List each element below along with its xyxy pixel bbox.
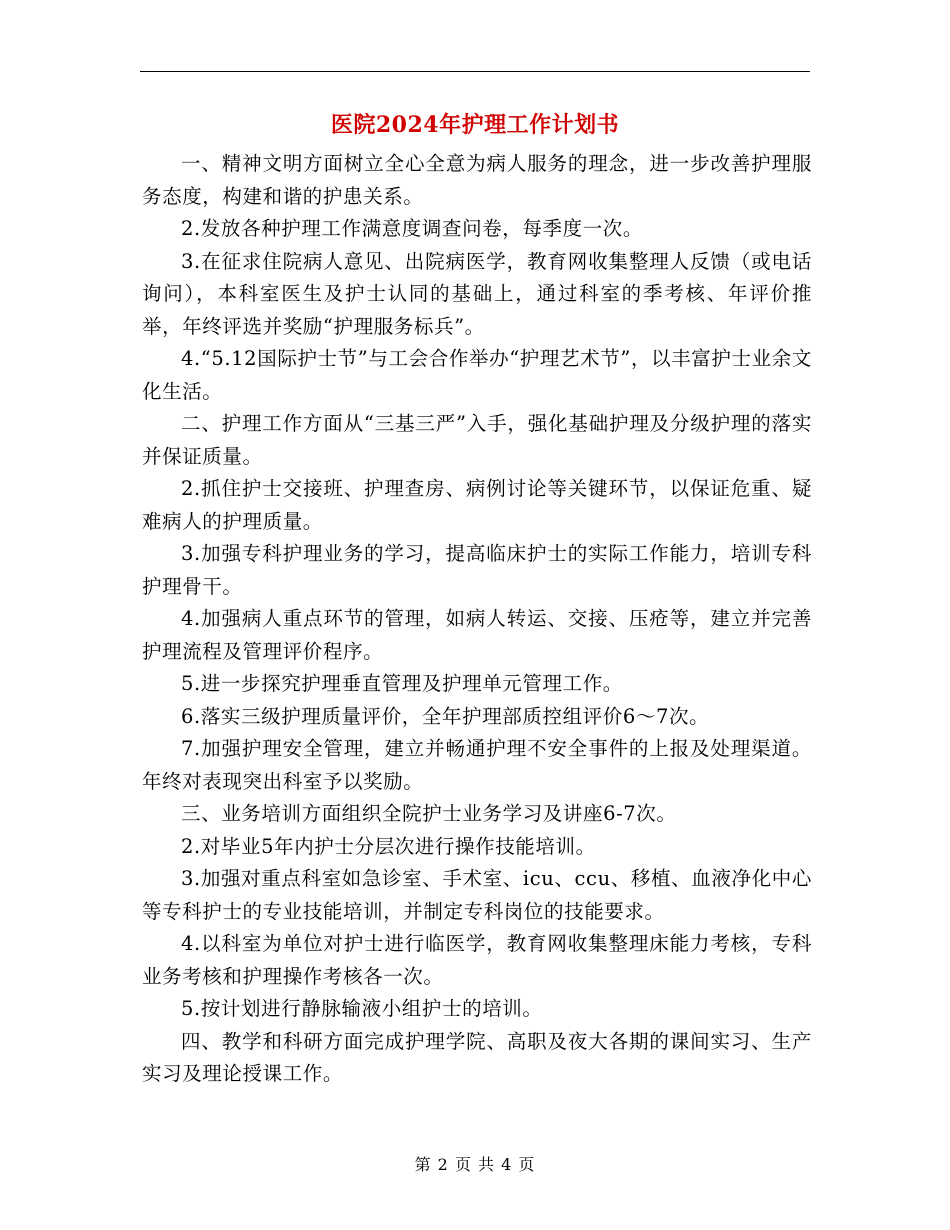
paragraph: 二、护理工作方面从“三基三严”入手，强化基础护理及分级护理的落实并保证质量。 [142,412,812,468]
paragraph: 3.加强专科护理业务的学习，提高临床护士的实际工作能力，培训专科护理骨干。 [142,542,812,598]
paragraph: 5.按计划进行静脉输液小组护士的培训。 [181,997,543,1020]
paragraph: 2.发放各种护理工作满意度调查问卷，每季度一次。 [181,217,644,240]
document-body [142,148,812,1091]
paragraph: 4.加强病人重点环节的管理，如病人转运、交接、压疮等，建立并完善护理流程及管理评价程序。 [142,607,812,663]
paragraph: 四、教学和科研方面完成护理学院、高职及夜大各期的课间实习、生产实习及理论授课工作。 [142,1029,812,1085]
paragraph: 2.对毕业5年内护士分层次进行操作技能培训。 [181,834,596,858]
paragraph: 3.加强对重点科室如急诊室、手术室、icu、ccu、移植、血液净化中心等专科护士的专业技能培训，并制定专科岗位的技能要求。 [142,867,812,923]
header-rule [140,71,810,72]
paragraph: 6.落实三级护理质量评价，全年护理部质控组评价6～7次。 [181,704,710,728]
paragraph: 一、精神文明方面树立全心全意为病人服务的理念，进一步改善护理服务态度，构建和谐的护患关系。 [142,152,812,208]
paragraph: 4.“5.12国际护士节”与工会合作举办“护理艺术节”，以丰富护士业余文化生活。 [142,347,812,403]
document-title: 医院2024年护理工作计划书 [330,112,620,138]
paragraph: 7.加强护理安全管理，建立并畅通护理不安全事件的上报及处理渠道。年终对表现突出科室予以奖励。 [142,737,812,793]
page-number-footer: 第 2 页 共 4 页 [414,1155,536,1174]
paragraph: 2.抓住护士交接班、护理查房、病例讨论等关键环节，以保证危重、疑难病人的护理质量。 [142,477,812,533]
paragraph: 3.在征求住院病人意见、出院病医学，教育网收集整理人反馈（或电话询问），本科室医生及护士认同的基础上，通过科室的季考核、年评价推举，年终评选并奖励“护理服务标兵”。 [142,249,812,338]
paragraph: 三、业务培训方面组织全院护士业务学习及讲座6-7次。 [181,802,677,825]
paragraph: 4.以科室为单位对护士进行临医学，教育网收集整理床能力考核，专科业务考核和护理操作考核各一次。 [142,932,812,988]
paragraph: 5.进一步探究护理垂直管理及护理单元管理工作。 [181,672,623,695]
